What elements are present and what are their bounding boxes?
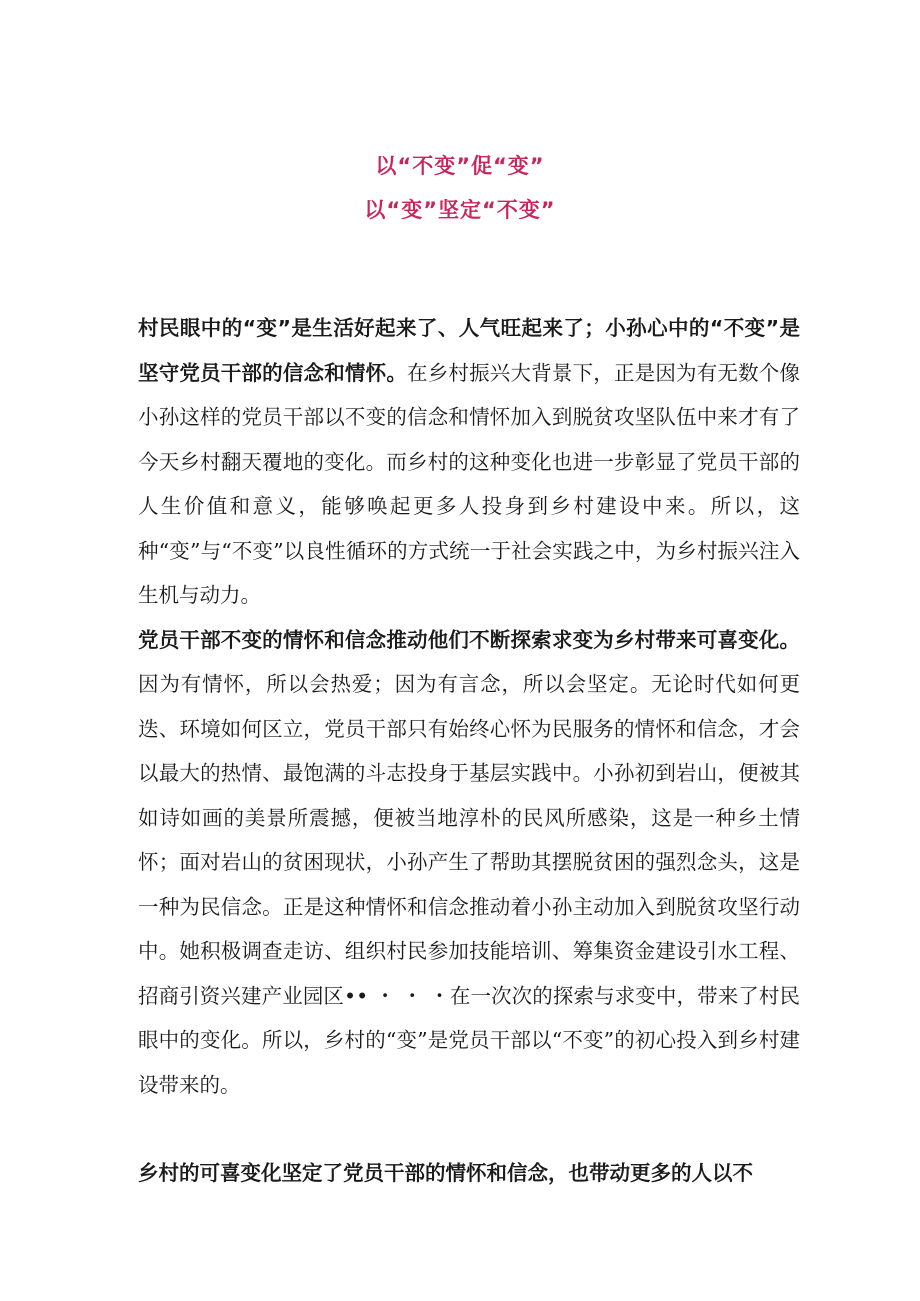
- paragraph-gap: [138, 1107, 800, 1151]
- paragraph-2-lead: 党员干部不变的情怀和信念推动他们不断探索求变为乡村带来可喜变化。: [138, 627, 800, 652]
- paragraph-1-text: 在乡村振兴大背景下，正是因为有无数个像小孙这样的党员干部以不变的信念和情怀加入到脱贫攻坚队伍中来才有了今天乡村翻天覆地的变化。而乡村的这种变化也进一步彰显了党员干部的人生价值和意义，能够唤起更多人投身到乡村建设中来。所以，这种“变”与“不变”以良性循环的方式统一于社会实践之中，为乡村振兴注入生机与动力。: [138, 360, 800, 607]
- title-line-2: 以“变”坚定“不变”: [364, 198, 556, 222]
- paragraph-2-text: 因为有情怀，所以会热爱；因为有言念，所以会坚定。无论时代如何更迭、环境如何区立，党员干部只有始终心怀为民服务的情怀和信念，才会以最大的热情、最饱满的斗志投身于基层实践中。小孙初到岩山，便被其如诗如画的美景所震撼，便被当地淳朴的民风所感染，这是一种乡土情怀；面对岩山的贫困现状，小孙产生了帮助其摆脱贫困的强烈念头，这是一种为民信念。正是这种情怀和信念推动着小孙主动加入到脱贫攻坚行动中。她积极调查走访、组织村民参加技能培训、筹集资金建设引水工程、招商引资兴建产业园区•• ・ ・ ・在一次次的探索与求变中，带来了村民眼中的变化。所以，乡村的“变”是党员干部以“不变”的初心投入到乡村建设带来的。: [138, 672, 800, 1097]
- paragraph-3: [138, 1151, 800, 1196]
- paragraph-1: [138, 306, 800, 618]
- title-block: [0, 144, 920, 232]
- paragraph-1-lead: 村民眼中的“变”是生活好起来了、人气旺起来了；小孙心中的“不变”是坚守党员干部的信念和情怀。: [138, 316, 800, 385]
- paragraph-3-lead: 乡村的可喜变化坚定了党员干部的情怀和信念，也带动更多的人以不: [138, 1161, 753, 1185]
- body-text: [138, 306, 800, 1196]
- title-line-1: 以“不变”促“变”: [375, 154, 545, 178]
- paragraph-2: [138, 618, 800, 1108]
